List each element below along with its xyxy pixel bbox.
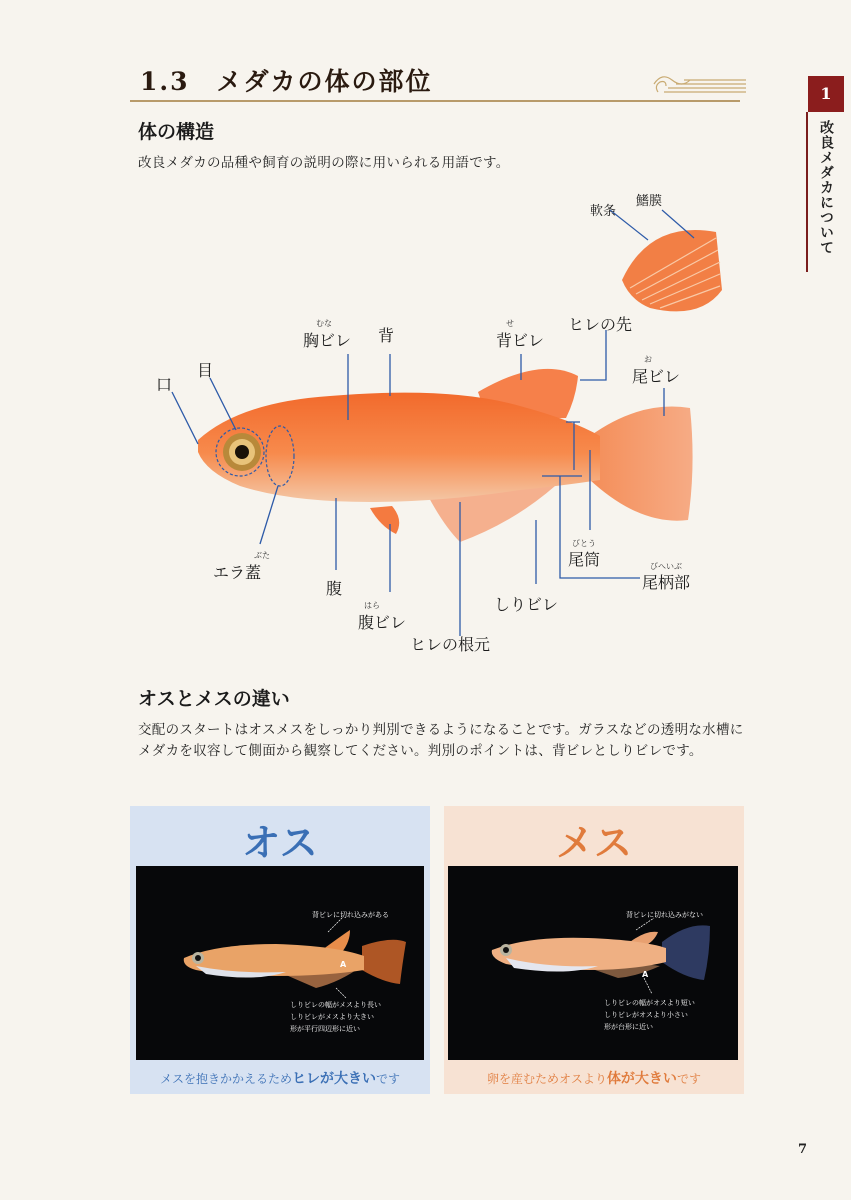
label-pectoral-fin: 胸ビレ (303, 331, 352, 350)
ruby-peduncle-tube: びとう (572, 539, 596, 548)
male-note-anal-3: 形が平行四辺形に近い (290, 1025, 360, 1033)
male-caption-bold: ヒレが大きい (292, 1071, 376, 1087)
female-note-anal-2: しりビレがオスより小さい (604, 1011, 688, 1019)
female-caption-bold: 体が大きい (606, 1071, 677, 1087)
female-title: メス (555, 821, 632, 865)
male-note-dorsal: 背ビレに切れ込みがある (312, 911, 389, 919)
title-rule (130, 100, 740, 102)
female-fish-image (448, 866, 738, 1060)
structure-heading: 体の構造 (138, 121, 215, 143)
male-caption (130, 1068, 430, 1088)
label-fin-ray: 軟条 (590, 204, 617, 219)
male-marker-a: A (340, 960, 347, 969)
chapter-number-tab: 1 (808, 76, 844, 112)
section-title: 1.3 メダカの体の部位 (140, 67, 433, 96)
label-caudal-peduncle-tube: 尾筒 (568, 550, 601, 569)
structure-intro: 改良メダカの品種や飼育の説明の際に用いられる用語です。 (138, 155, 510, 171)
label-anal-fin: しりビレ (494, 595, 559, 614)
ruby-peduncle: びへいぶ (650, 562, 682, 571)
female-caption-pre: 卵を産むためオスより (487, 1072, 607, 1086)
ruby-tail: お (644, 355, 652, 364)
ruby-dorsal: せ (506, 319, 514, 328)
label-mouth: 口 (156, 375, 173, 394)
sex-body-text: 交配のスタートはオスメスをしっかり判別できるようになることです。ガラスなどの透明な水槽にメダカを収容して側面から観察してください。判別のポイントは、背ビレとしりビレです。 (138, 722, 744, 759)
label-gill-cover: エラ蓋 (213, 563, 262, 582)
chapter-title-vertical: 改良メダカについて (818, 120, 834, 255)
medaka-body-diagram (0, 180, 851, 660)
male-title: オス (242, 821, 318, 865)
ruby-pectoral: むな (316, 319, 332, 328)
female-note-anal-3: 形が台形に近い (604, 1023, 653, 1031)
page-number: 7 (797, 1142, 807, 1157)
label-eye: 目 (197, 361, 214, 380)
female-caption-post: です (676, 1072, 701, 1086)
male-caption-pre: メスを抱きかかえるため (159, 1072, 292, 1086)
female-panel (444, 806, 744, 1094)
male-caption-post: です (376, 1072, 401, 1086)
label-fin-tip: ヒレの先 (568, 315, 633, 334)
label-caudal-peduncle: 尾柄部 (642, 573, 691, 592)
label-dorsal-fin: 背ビレ (496, 331, 545, 350)
sex-heading: オスとメスの違い (138, 688, 290, 710)
male-photo (136, 866, 424, 1060)
ruby-gill: ぶた (254, 551, 270, 560)
label-pelvic-fin: 腹ビレ (358, 613, 407, 632)
male-panel (130, 806, 430, 1094)
label-tail-fin: 尾ビレ (632, 367, 681, 386)
female-marker-a: A (642, 970, 649, 979)
male-fish-image (136, 866, 424, 1060)
male-note-anal-2: しりビレがメスより大きい (290, 1013, 374, 1021)
female-note-dorsal: 背ビレに切れ込みがない (626, 911, 703, 919)
fin-closeup-inset (622, 230, 722, 311)
label-fin-base: ヒレの根元 (410, 635, 491, 654)
label-back: 背 (378, 326, 395, 345)
female-note-anal-1: しりビレの幅がオスより短い (604, 999, 695, 1007)
label-fin-membrane: 鰭膜 (636, 194, 663, 209)
label-belly: 腹 (326, 579, 343, 598)
male-note-anal-1: しりビレの幅がメスより長い (290, 1001, 381, 1009)
decorative-wave-ornament (650, 66, 750, 102)
ruby-pelvic: はら (364, 601, 380, 610)
female-photo (448, 866, 738, 1060)
female-caption (444, 1068, 744, 1088)
